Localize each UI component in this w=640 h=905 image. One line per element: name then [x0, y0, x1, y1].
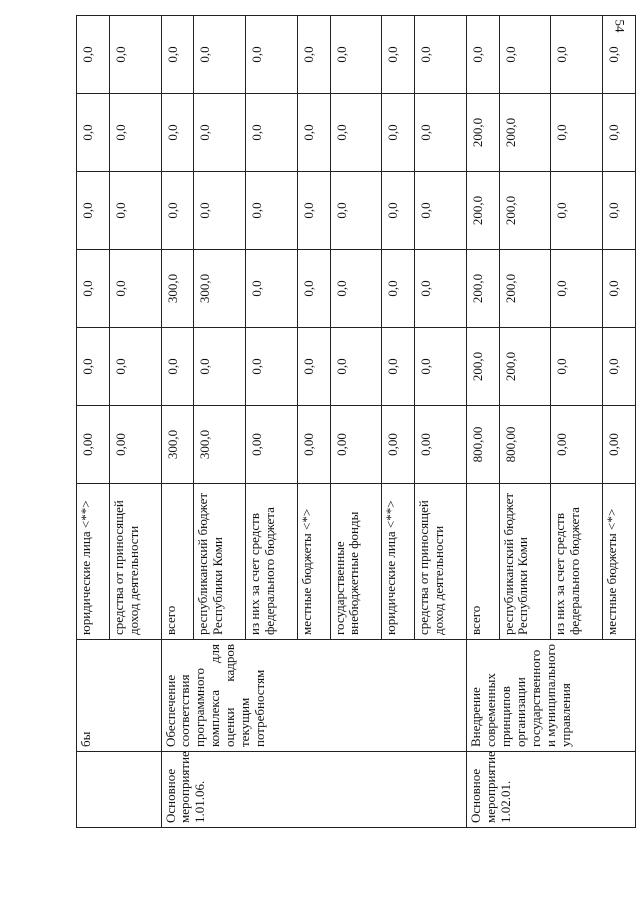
value-cell: 0,0	[297, 94, 330, 172]
value-cell: 0,00	[246, 406, 298, 484]
value-cell: 0,0	[246, 16, 298, 94]
value-cell: 0,0	[415, 94, 467, 172]
value-cell: 0,0	[551, 250, 603, 328]
value-cell: 0,0	[109, 328, 161, 406]
value-cell: 0,0	[246, 94, 298, 172]
value-cell: 0,0	[194, 94, 246, 172]
funding-source-cell: юридические лица <**>	[382, 484, 415, 640]
value-cell: 0,0	[415, 16, 467, 94]
funding-source-cell: республиканский бюджет Республики Коми	[499, 484, 551, 640]
value-cell: 0,0	[109, 250, 161, 328]
value-cell: 0,0	[77, 16, 110, 94]
value-cell: 0,0	[194, 172, 246, 250]
value-cell: 0,0	[603, 172, 636, 250]
value-cell: 0,0	[161, 328, 194, 406]
funding-source-cell: всего	[466, 484, 499, 640]
activity-name-cell: Внедрение современных принципов организации государственного и муниципального управления	[466, 640, 635, 752]
value-cell: 200,0	[466, 328, 499, 406]
value-cell: 0,00	[603, 406, 636, 484]
value-cell: 0,0	[551, 172, 603, 250]
value-cell: 0,0	[466, 16, 499, 94]
funding-source-cell: всего	[161, 484, 194, 640]
value-cell: 300,0	[161, 406, 194, 484]
funding-source-cell: местные бюджеты <*>	[297, 484, 330, 640]
activity-name-cell: бы	[77, 640, 162, 752]
funding-source-cell: государственные внебюджетные фонды	[330, 484, 382, 640]
funding-source-cell: местные бюджеты <*>	[603, 484, 636, 640]
value-cell: 200,0	[499, 250, 551, 328]
value-cell: 0,0	[330, 328, 382, 406]
activity-code-cell: Основное мероприятие 1.01.06.	[161, 752, 466, 828]
value-cell: 0,0	[551, 328, 603, 406]
value-cell: 0,0	[551, 94, 603, 172]
value-cell: 0,0	[246, 172, 298, 250]
value-cell: 0,0	[330, 250, 382, 328]
value-cell: 0,0	[382, 16, 415, 94]
activity-name-cell: Обеспечение соответствия программного комплекса для оценки кадров текущим потребностям	[161, 640, 466, 752]
value-cell: 200,0	[466, 172, 499, 250]
value-cell: 0,0	[330, 16, 382, 94]
value-cell: 0,0	[382, 250, 415, 328]
value-cell: 200,0	[499, 94, 551, 172]
funding-source-cell: средства от приносящей доход деятельности	[415, 484, 467, 640]
table-row	[77, 16, 110, 828]
value-cell: 0,0	[603, 94, 636, 172]
value-cell: 300,0	[161, 250, 194, 328]
value-cell: 0,0	[382, 172, 415, 250]
activity-code-cell	[77, 752, 162, 828]
financing-table	[76, 15, 636, 828]
funding-source-cell: средства от приносящей доход деятельности	[109, 484, 161, 640]
funding-source-cell: из них за счет средств федерального бюджета	[246, 484, 298, 640]
funding-source-cell: из них за счет средств федерального бюджета	[551, 484, 603, 640]
value-cell: 0,00	[551, 406, 603, 484]
value-cell: 0,0	[161, 16, 194, 94]
value-cell: 0,0	[603, 328, 636, 406]
value-cell: 0,0	[330, 172, 382, 250]
value-cell: 200,0	[466, 250, 499, 328]
value-cell: 0,0	[297, 328, 330, 406]
value-cell: 0,0	[194, 328, 246, 406]
value-cell: 0,0	[297, 250, 330, 328]
value-cell: 0,0	[194, 16, 246, 94]
funding-source-cell: юридические лица <**>	[77, 484, 110, 640]
value-cell: 200,0	[499, 172, 551, 250]
value-cell: 200,0	[466, 94, 499, 172]
value-cell: 0,0	[382, 94, 415, 172]
value-cell: 0,0	[246, 328, 298, 406]
value-cell: 0,0	[109, 16, 161, 94]
value-cell: 0,0	[77, 172, 110, 250]
value-cell: 0,00	[382, 406, 415, 484]
value-cell: 0,0	[297, 16, 330, 94]
value-cell: 0,00	[297, 406, 330, 484]
value-cell: 800,00	[499, 406, 551, 484]
value-cell: 0,0	[330, 94, 382, 172]
table-row	[161, 16, 194, 828]
value-cell: 0,0	[499, 16, 551, 94]
value-cell: 0,0	[161, 172, 194, 250]
value-cell: 300,0	[194, 406, 246, 484]
value-cell: 0,0	[161, 94, 194, 172]
value-cell: 0,0	[415, 328, 467, 406]
value-cell: 0,00	[330, 406, 382, 484]
page-number: 54	[612, 19, 628, 33]
value-cell: 0,0	[77, 328, 110, 406]
value-cell: 300,0	[194, 250, 246, 328]
value-cell: 0,00	[109, 406, 161, 484]
value-cell: 0,0	[297, 172, 330, 250]
value-cell: 0,0	[551, 16, 603, 94]
value-cell: 0,00	[77, 406, 110, 484]
rotated-table-container	[76, 16, 636, 828]
value-cell: 0,0	[77, 94, 110, 172]
activity-code-cell: Основное мероприятие 1.02.01.	[466, 752, 635, 828]
value-cell: 200,0	[499, 328, 551, 406]
value-cell: 0,0	[382, 328, 415, 406]
value-cell: 0,0	[415, 250, 467, 328]
funding-source-cell: республиканский бюджет Республики Коми	[194, 484, 246, 640]
value-cell: 800,00	[466, 406, 499, 484]
value-cell: 0,0	[603, 16, 636, 94]
value-cell: 0,0	[603, 250, 636, 328]
value-cell: 0,0	[246, 250, 298, 328]
value-cell: 0,00	[415, 406, 467, 484]
value-cell: 0,0	[109, 94, 161, 172]
table-row	[466, 16, 499, 828]
value-cell: 0,0	[77, 250, 110, 328]
value-cell: 0,0	[415, 172, 467, 250]
value-cell: 0,0	[109, 172, 161, 250]
